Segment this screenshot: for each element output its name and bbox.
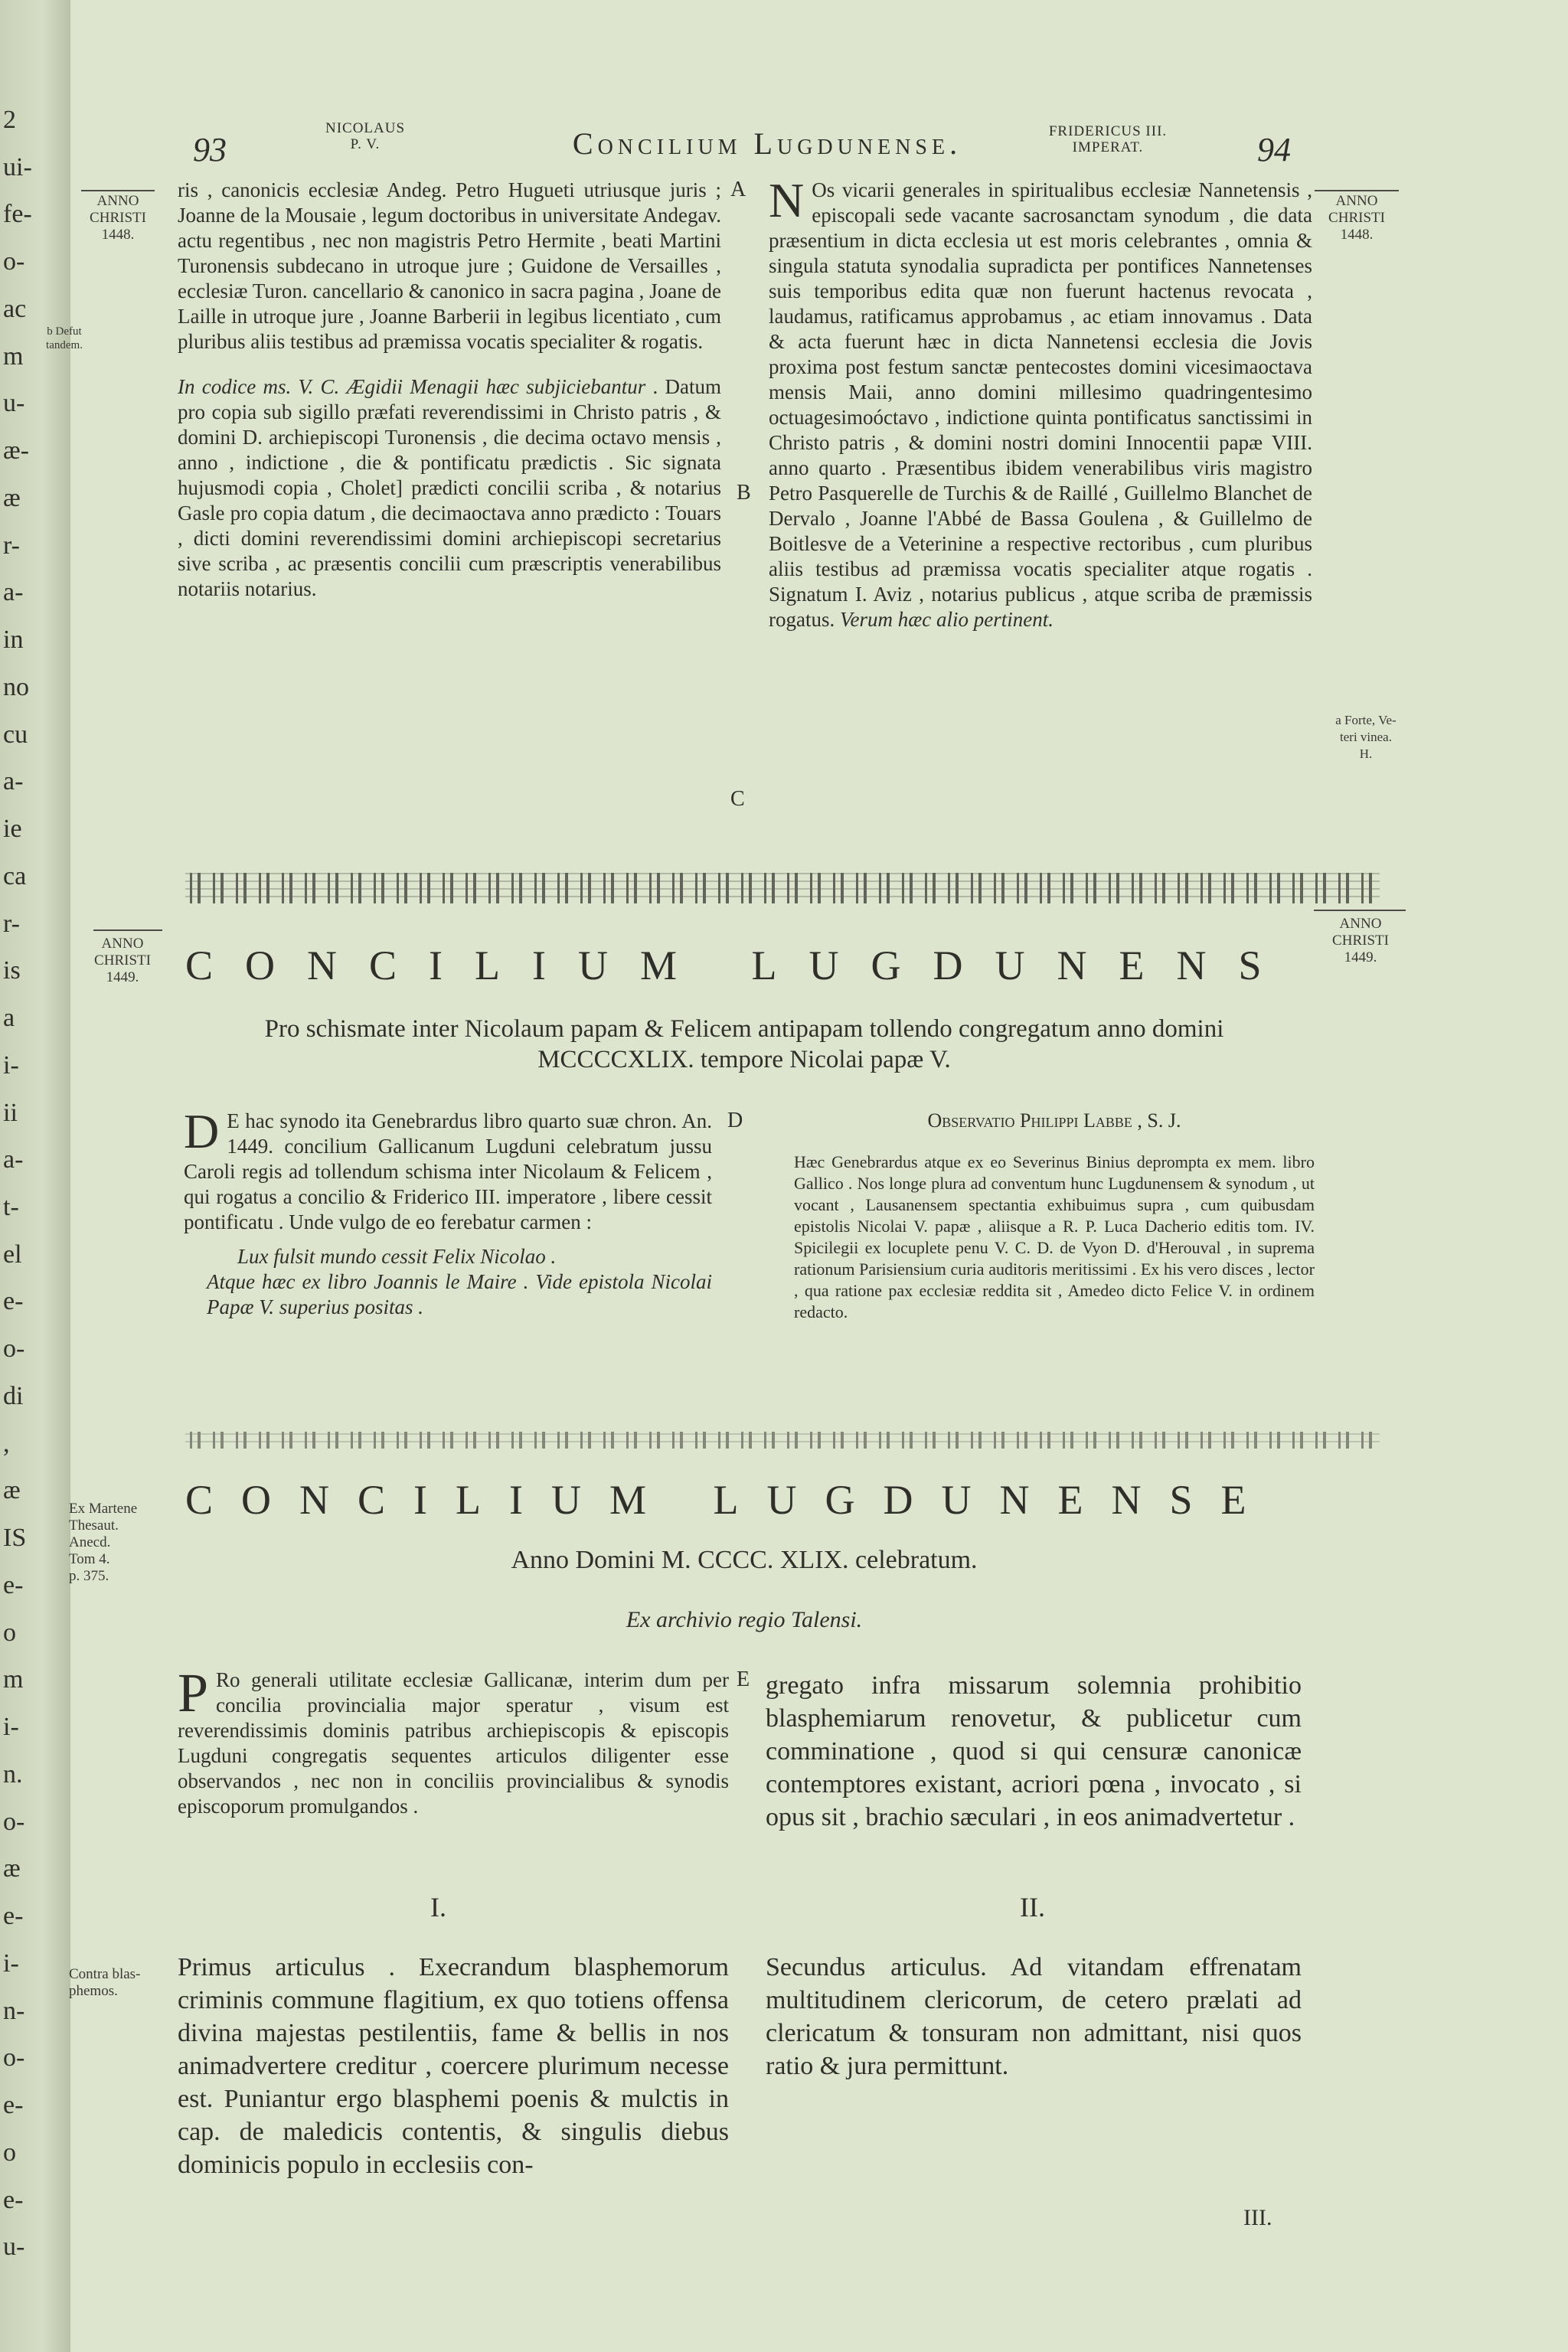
- verse-line: Lux fulsit mundo cessit Felix Nicolao .: [237, 1245, 557, 1268]
- section-letter-d: D: [727, 1109, 743, 1132]
- previous-page-fragment: æ-: [3, 436, 29, 465]
- section-letter-a: A: [730, 178, 746, 201]
- previous-page-fragment: i-: [3, 1051, 19, 1080]
- previous-page-fragment: æ: [3, 1854, 21, 1883]
- ornament-band: [185, 1432, 1380, 1449]
- previous-page-fragment: e-: [3, 1571, 24, 1599]
- previous-page-fragment: ui-: [3, 153, 32, 181]
- previous-page-fragment: in: [3, 626, 24, 654]
- margin-year-1448-right: ANNO CHRISTI 1448.: [1315, 190, 1399, 243]
- header-emperor: FRIDERICUS III. IMPERAT.: [1048, 123, 1168, 155]
- labbe-paragraph: Hæc Genebrardus atque ex eo Severinus Binius deprompta ex mem. libro Gallico . Nos longe plura ad conventum hunc Lugdunensem & synodum , ut vocant , Lausanensem spectantia exhibuimus supra , cum quibusdam epistolis Nicolai V. papæ , aliisque a R. P. Luca Dacherio editis tom. IV. Spicilegii ex locuplete penu V. C. D. de Vyon D. d'Herouval , in suprema rationum Parisiensium curia auditoris meritissimi . Ex his vero disces , lector , qua ratione pax ecclesiæ reddita sit , Amedeo dicto Felice V. in ordinem redacto.: [794, 1152, 1315, 1321]
- previous-page-fragment: a-: [3, 1145, 24, 1174]
- mid-left-note: Atque hæc ex libro Joannis le Maire . Vide epistola Nicolai Papæ V. superius positas .: [207, 1270, 712, 1318]
- previous-page-fragment: cu: [3, 720, 28, 749]
- previous-page-fragment: fe-: [3, 200, 32, 228]
- previous-page-fragment: æ: [3, 1476, 21, 1504]
- article-1-text: Primus articulus . Execrandum blasphemorum criminis commune flagitium, ex quo totiens offensa divina majestas pestilentiis, fame & bellis in nos animadvertere creditur , coercere plurimum necesse est. Puniantur ergo blasphemi poenis & mulctis in cap. de maledicis contentis, & singulis diebus dominicis populo in ecclesiis con-: [178, 1953, 729, 2179]
- council-subtitle-2: Anno Domini M. CCCC. XLIX. celebratum.: [511, 1546, 978, 1574]
- top-left-column: [178, 178, 721, 611]
- previous-page-fragment: u-: [3, 2233, 25, 2261]
- bottom-right-column: [766, 1669, 1302, 1843]
- page-number-right: 94: [1257, 131, 1291, 168]
- previous-page-fragment: ,: [3, 1429, 10, 1458]
- margin-year-1448-left: ANNO CHRISTI 1448.: [81, 190, 155, 243]
- previous-page-fragment: di: [3, 1382, 24, 1410]
- previous-page-fragment: o-: [3, 1334, 25, 1363]
- margin-note-b: b Defut tandem.: [46, 325, 83, 351]
- catchword: III.: [1243, 2205, 1272, 2230]
- previous-page-fragment: i-: [3, 1949, 19, 1978]
- previous-page-fragment: a-: [3, 767, 24, 795]
- top-left-paragraph: ris , canonicis ecclesiæ Andeg. Petro Hugueti utriusque juris ; Joanne de la Mousaie , legum doctoribus in universitate Andegav. actu regentibus , nec non magistris Petro Hermite , beati Martini Turonensis subdecano in utroque jure ; Guidone de Versailles , ecclesiæ Turon. cancellario & canonico in sacra pagina , Joane de Laille in utroque jure , Joanne Barberii in legibus licentiato , cum pluribus aliis testibus ad præmissa vocatis specialiter & rogatis.: [178, 178, 721, 353]
- previous-page-fragment: 2: [3, 106, 16, 134]
- previous-page-fragment: e-: [3, 1902, 24, 1930]
- previous-page-fragment: m: [3, 342, 24, 371]
- mid-right-column: [794, 1110, 1315, 1332]
- running-title: Concilium Lugdunense.: [572, 126, 962, 161]
- previous-page-fragment: o-: [3, 247, 25, 276]
- margin-year-1449-left: ANNO CHRISTI 1449.: [94, 936, 151, 985]
- previous-page-fragment: m: [3, 1665, 24, 1694]
- previous-page-fragment: ii: [3, 1099, 18, 1127]
- drop-cap-n: N: [769, 173, 805, 227]
- previous-page-fragment: ie: [3, 815, 22, 843]
- previous-page-fragment: a-: [3, 578, 24, 606]
- article-2-text: Secundus articulus. Ad vitandam effrenatam multitudinem clericorum, de cetero prælati ad clericatum & tonsuram non admittant, nisi quos ratio & jura permittunt.: [766, 1953, 1302, 2080]
- bottom-right-paragraph: gregato infra missarum solemnia prohibitio blasphemiarum renovetur, & publicetur cum comminatione , quod si qui censuræ canonicæ contemptores existant, acriori pœna , invocato , si opus sit , brachio sæculari , in eos animadvertetur .: [766, 1671, 1302, 1831]
- article-number-2: II.: [1020, 1892, 1045, 1922]
- previous-page-fragment: æ: [3, 484, 21, 512]
- previous-page-fragment: i-: [3, 1713, 19, 1741]
- previous-page-fragment: u-: [3, 389, 25, 417]
- article-1: [178, 1951, 729, 2190]
- drop-cap-p: P: [178, 1662, 209, 1723]
- previous-page-edge: [0, 0, 73, 2352]
- article-number-1: I.: [430, 1892, 446, 1922]
- document-page: [46, 0, 1568, 2352]
- previous-page-fragment: t-: [3, 1193, 19, 1221]
- header-pontiff: NICOLAUS P. V.: [325, 120, 406, 152]
- section-letter-b: B: [737, 481, 751, 505]
- previous-page-fragment: a: [3, 1004, 15, 1032]
- previous-page-fragment: o-: [3, 2043, 25, 2072]
- margin-note-a: a Forte, Ve- teri vinea. H.: [1335, 713, 1396, 761]
- council-title-2: CONCILIUM LUGDUNENSE: [185, 1477, 1275, 1523]
- margin-year-1449-right: ANNO CHRISTI 1449.: [1332, 916, 1389, 965]
- previous-page-fragment: ca: [3, 862, 27, 890]
- previous-page-fragment: IS: [3, 1524, 27, 1552]
- codex-paragraph: . Datum pro copia sub sigillo præfati reverendissimi in Christo patris , & domini D. archiepiscopi Turonensis , die decima octavo mensis , anno , indictione , die & pontificatu prædictis . Sic signata hujusmodi copia , Cholet] prædicti concilii scriba , & notarius Gasle pro copia datum , die decimaoctava anno prædicto : Touars , dicti domini reverendissimi domini archiepiscopi secretarius sive scriba , ac præsentis concilii cum præscriptis venerabilibus notariis notarius.: [178, 375, 721, 600]
- margin-contra: Contra blas- phemos.: [69, 1966, 141, 1999]
- previous-page-fragment: n.: [3, 1760, 23, 1788]
- previous-page-fragment: r-: [3, 531, 20, 560]
- previous-page-fragment: r-: [3, 910, 20, 938]
- tail-note: Verum hæc alio pertinent.: [839, 608, 1054, 631]
- previous-page-fragment: o-: [3, 1808, 25, 1836]
- bottom-left-paragraph: Ro generali utilitate ecclesiæ Gallicanæ, interim dum per concilia provincialia major speratur , visum est reverendissimis dominis patribus archiepiscopis & episcopis Lugduni congregatis sequentes articulos diligenter esse observandos , nec non in conciliis provincialibus & synodis episcoporum promulgandos .: [178, 1668, 729, 1818]
- previous-page-fragment: o: [3, 2138, 16, 2167]
- article-2: [766, 1951, 1302, 2092]
- section-letter-e: E: [737, 1668, 750, 1691]
- top-right-column: [769, 173, 1312, 642]
- previous-page-fragment: e-: [3, 2186, 24, 2214]
- bottom-left-intro: [178, 1662, 729, 1828]
- previous-page-fragment: is: [3, 956, 21, 985]
- margin-source: Ex Martene Thesaut. Anecd. Tom 4. p. 375.: [69, 1501, 138, 1584]
- previous-page-fragment: e-: [3, 2091, 24, 2119]
- archive-source: Ex archivio regio Talensi.: [626, 1607, 863, 1632]
- drop-cap-d: D: [184, 1104, 220, 1158]
- top-right-paragraph: Os vicarii generales in spiritualibus ecclesiæ Nannetensis , episcopali sede vacante sacrosanctam synodum , die data præsentium in dicta ecclesia ut est moris celebrantes , omnia & singula statuta synodalia supradicta per pontifices Nannetenses suis temporibus edita quæ non fuerunt hactenus revocata , laudamus, ratificamus approbamus , ac etiam innovamus . Data & acta fuerunt hæc in dicta Nannetensi ecclesia die Jovis proxima post festum sanctæ pentecostes domini vicesimaoctava mensis Maii, anno domini millesimo quadringentesimo octuagesimoóctavo , indictione quinta pontificatus sanctissimi in Christo patris , & domini nostri domini Innocentii papæ VIII. anno quarto . Præsentibus ibidem venerabilibus viris magistro Petro Pasquerelle de Turchis & de Raillé , Guillelmo Blanchet de Dervalo , Joanne l'Abbé de Bassa Goulena , & Guillelmo de Boitlesve de a Veterinine a respective rectoribus , cum pluribus aliis testibus ad præmissa vocatis specialiter atque rogatis . Signatum I. Aviz , notarius publicus , atque scriba de præmissis rogatus.: [769, 178, 1312, 631]
- council-title-1: CONCILIUM LUGDUNENS: [185, 942, 1294, 988]
- page-number-left: 93: [193, 131, 227, 168]
- margin-rule: [1314, 910, 1406, 911]
- margin-rule: [93, 929, 162, 931]
- previous-page-fragment: el: [3, 1240, 22, 1269]
- section-letter-c: C: [730, 787, 745, 811]
- labbe-heading: Observatio Philippi Labbe , S. J.: [927, 1109, 1181, 1132]
- previous-page-fragment: n-: [3, 1997, 25, 2025]
- ornament-band: [185, 873, 1380, 903]
- codex-note: In codice ms. V. C. Ægidii Menagii hæc subjiciebantur: [178, 375, 646, 398]
- council-subtitle-1: Pro schismate inter Nicolaum papam & Felicem antipapam tollendo congregatum anno domini MCCCCXLIX. tempore Nicolai papæ V.: [264, 1015, 1224, 1073]
- previous-page-fragment: o: [3, 1619, 16, 1647]
- previous-page-fragment: ac: [3, 295, 27, 323]
- mid-left-column: [184, 1104, 712, 1329]
- mid-left-paragraph: E hac synodo ita Genebrardus libro quarto suæ chron. An. 1449. concilium Gallicanum Lugduni celebratum jussu Caroli regis ad tollendum schisma inter Nicolaum & Felicem , qui rogatus a concilio & Friderico III. imperatore , libere cessit pontificatu . Unde vulgo de eo ferebatur carmen :: [184, 1109, 712, 1233]
- previous-page-fragment: no: [3, 673, 29, 701]
- previous-page-fragment: e-: [3, 1287, 24, 1315]
